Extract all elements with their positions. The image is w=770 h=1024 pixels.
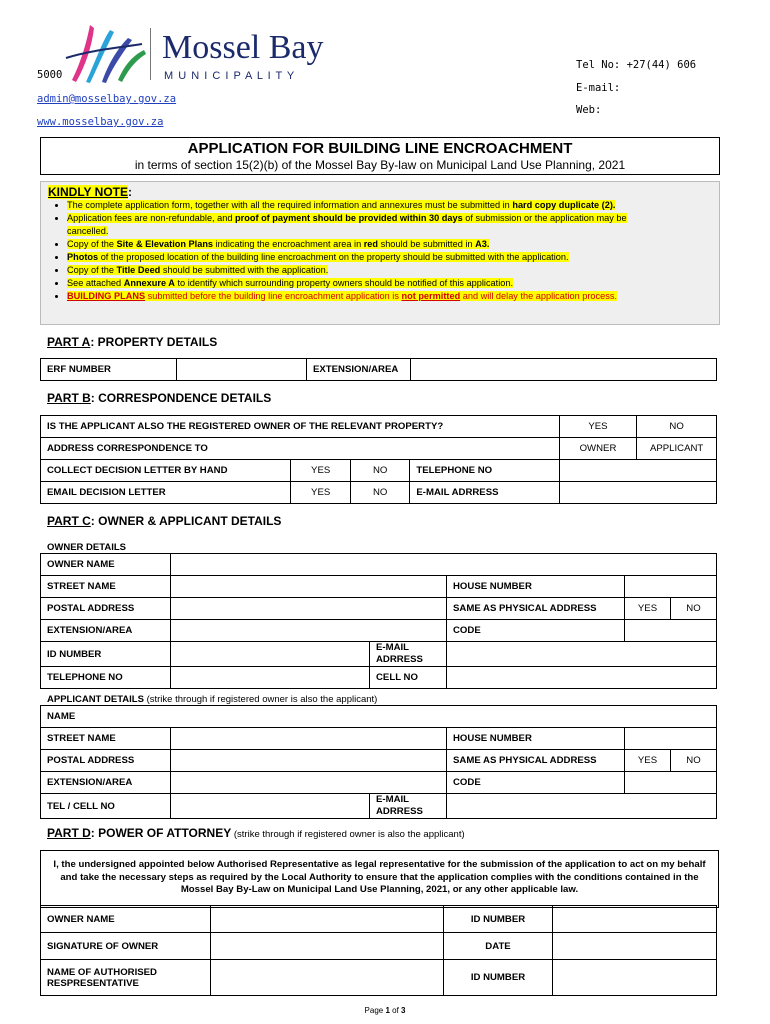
house-number-field[interactable] [625, 576, 717, 598]
notes-heading: KINDLY NOTE: [48, 185, 133, 199]
email-label: E-mail: [576, 82, 621, 94]
applicant-details-label: APPLICANT DETAILS (strike through if registered owner is also the applicant) [47, 694, 378, 705]
owner-details-label: OWNER DETAILS [47, 542, 126, 553]
owner-no-option[interactable]: NO [637, 416, 717, 438]
applicant-email-field[interactable] [447, 794, 717, 819]
part-d-heading: PART D: POWER OF ATTORNEY (strike through if registered owner is also the applicant) [47, 826, 465, 840]
owner-email-field[interactable] [447, 642, 717, 667]
note-item: • Copy of the Title Deed should be submitted with the application. [67, 264, 719, 277]
applicant-same-yes-option[interactable]: YES [625, 750, 671, 772]
part-d-table [40, 905, 717, 996]
part-b-heading: PART B: CORRESPONDENCE DETAILS [47, 391, 272, 405]
same-yes-option[interactable]: YES [625, 598, 671, 620]
id-number-field[interactable] [171, 642, 370, 667]
notes-list [45, 199, 719, 303]
collect-no-option[interactable]: NO [350, 460, 410, 482]
collect-yes-option[interactable]: YES [291, 460, 351, 482]
web-label: Web: [576, 104, 602, 116]
extension-area-field[interactable] [411, 359, 717, 381]
web-link[interactable]: www.mosselbay.gov.za [37, 116, 164, 128]
applicant-postal-field[interactable] [171, 750, 447, 772]
owner-name-field[interactable] [171, 554, 717, 576]
form-subtitle: in terms of section 15(2)(b) of the Mossel Bay By-law on Municipal Land Use Planning, 2021 [134, 158, 626, 172]
cell-no-field[interactable] [447, 667, 717, 689]
applicant-details-table [40, 705, 717, 819]
applicant-name-label: NAME [41, 706, 717, 728]
power-of-attorney-statement: I, the undersigned appointed below Authorised Representative as legal representative for the submission of the application to act on my behalf and take the necessary steps as required by the Local Authority to ensure that the application complies with the conditions contained in the Mossel Bay By-Law on Municipal Land Use Planning, 2021, or any other applicable law. [40, 850, 719, 908]
owner-question: IS THE APPLICANT ALSO THE REGISTERED OWNER OF THE RELEVANT PROPERTY? [41, 416, 560, 438]
rep-id-field[interactable] [553, 960, 717, 996]
form-title: APPLICATION FOR BUILDING LINE ENCROACHMENT [187, 140, 573, 157]
collect-letter-label: COLLECT DECISION LETTER BY HAND [41, 460, 291, 482]
postal-address-field[interactable] [171, 598, 447, 620]
telephone-field[interactable] [559, 460, 716, 482]
cell-no-label: CELL NO [370, 667, 447, 689]
extension-area-label: EXTENSION/AREA [307, 359, 411, 381]
applicant-street-label: STREET NAME [41, 728, 171, 750]
page-number: Page 1 of 3 [364, 1006, 406, 1015]
tel-cell-field[interactable] [171, 794, 370, 819]
note-item: • BUILDING PLANS submitted before the building line encroachment application is not permitted and will delay the application process. [67, 290, 719, 303]
applicant-extension-field[interactable] [171, 772, 447, 794]
email-letter-label: EMAIL DECISION LETTER [41, 482, 291, 504]
note-item: • See attached Annexure A to identify which surrounding property owners should be notified of this application. [67, 277, 719, 290]
street-name-field[interactable] [171, 576, 447, 598]
rep-id-label: ID NUMBER [444, 960, 553, 996]
address-owner-option[interactable]: OWNER [559, 438, 636, 460]
telephone-label: TELEPHONE NO [410, 460, 559, 482]
applicant-house-label: HOUSE NUMBER [447, 728, 625, 750]
tel-cell-label: TEL / CELL NO [41, 794, 171, 819]
email-letter-yes-option[interactable]: YES [291, 482, 351, 504]
owner-email-label: E-MAIL ADRRESS [370, 642, 447, 667]
title-box [40, 137, 720, 175]
same-as-physical-label: SAME AS PHYSICAL ADDRESS [447, 598, 625, 620]
poa-id-field[interactable] [553, 906, 717, 933]
org-name: Mossel Bay [162, 29, 324, 66]
org-subtitle: M U N I C I P A L I T Y [164, 70, 296, 82]
telephone-no-label: TELEPHONE NO [41, 667, 171, 689]
owner-details-table [40, 553, 717, 689]
extension-field[interactable] [171, 620, 447, 642]
note-item: • Photos of the proposed location of the building line encroachment on the property should be submitted with the application. [67, 251, 719, 264]
poa-owner-name-field[interactable] [211, 906, 444, 933]
code-label: CODE [447, 620, 625, 642]
notes-box [40, 181, 720, 325]
logo-divider [150, 28, 151, 80]
logo-mark-icon [62, 20, 152, 90]
poa-id-label: ID NUMBER [444, 906, 553, 933]
signature-owner-field[interactable] [211, 933, 444, 960]
note-item: • The complete application form, together with all the required information and annexures must be submitted in hard copy duplicate (2). [67, 199, 719, 212]
applicant-code-field[interactable] [625, 772, 717, 794]
date-label: DATE [444, 933, 553, 960]
erf-number-field[interactable] [177, 359, 307, 381]
part-c-heading: PART C: OWNER & APPLICANT DETAILS [47, 514, 282, 528]
email-link[interactable]: admin@mosselbay.gov.za [37, 93, 177, 105]
id-number-label: ID NUMBER [41, 642, 171, 667]
applicant-code-label: CODE [447, 772, 625, 794]
code-field[interactable] [625, 620, 717, 642]
authorised-rep-field[interactable] [211, 960, 444, 996]
date-field[interactable] [553, 933, 717, 960]
municipality-logo [62, 20, 152, 90]
street-name-label: STREET NAME [41, 576, 171, 598]
email-letter-no-option[interactable]: NO [350, 482, 410, 504]
applicant-street-field[interactable] [171, 728, 447, 750]
applicant-same-label: SAME AS PHYSICAL ADDRESS [447, 750, 625, 772]
postal-address-label: POSTAL ADDRESS [41, 598, 171, 620]
email-address-field[interactable] [559, 482, 716, 504]
tel-number: Tel No: +27(44) 606 [576, 59, 697, 71]
note-item: • Application fees are non-refundable, and proof of payment should be provided within 30 days of submission or the application may be cancelled. [67, 212, 719, 238]
owner-yes-option[interactable]: YES [559, 416, 636, 438]
applicant-postal-label: POSTAL ADDRESS [41, 750, 171, 772]
telephone-no-field[interactable] [171, 667, 370, 689]
address-applicant-option[interactable]: APPLICANT [637, 438, 717, 460]
same-no-option[interactable]: NO [671, 598, 717, 620]
part-b-table [40, 415, 717, 504]
address-to-label: ADDRESS CORRESPONDENCE TO [41, 438, 560, 460]
part-a-heading: PART A: PROPERTY DETAILS [47, 335, 218, 349]
applicant-extension-label: EXTENSION/AREA [41, 772, 171, 794]
applicant-house-field[interactable] [625, 728, 717, 750]
applicant-email-label: E-MAIL ADRRESS [370, 794, 447, 819]
postal-code: 5000 [37, 69, 63, 81]
owner-name-label: OWNER NAME [41, 554, 171, 576]
poa-owner-name-label: OWNER NAME [41, 906, 211, 933]
erf-number-label: ERF NUMBER [41, 359, 177, 381]
applicant-same-no-option[interactable]: NO [671, 750, 717, 772]
note-item: • Copy of the Site & Elevation Plans indicating the encroachment area in red should be submitted in A3. [67, 238, 719, 251]
part-a-table [40, 358, 717, 381]
email-address-label: E-MAIL ADRRESS [410, 482, 559, 504]
authorised-rep-label: NAME OF AUTHORISED RESPRESENTATIVE [41, 960, 211, 996]
signature-owner-label: SIGNATURE OF OWNER [41, 933, 211, 960]
extension-label: EXTENSION/AREA [41, 620, 171, 642]
house-number-label: HOUSE NUMBER [447, 576, 625, 598]
